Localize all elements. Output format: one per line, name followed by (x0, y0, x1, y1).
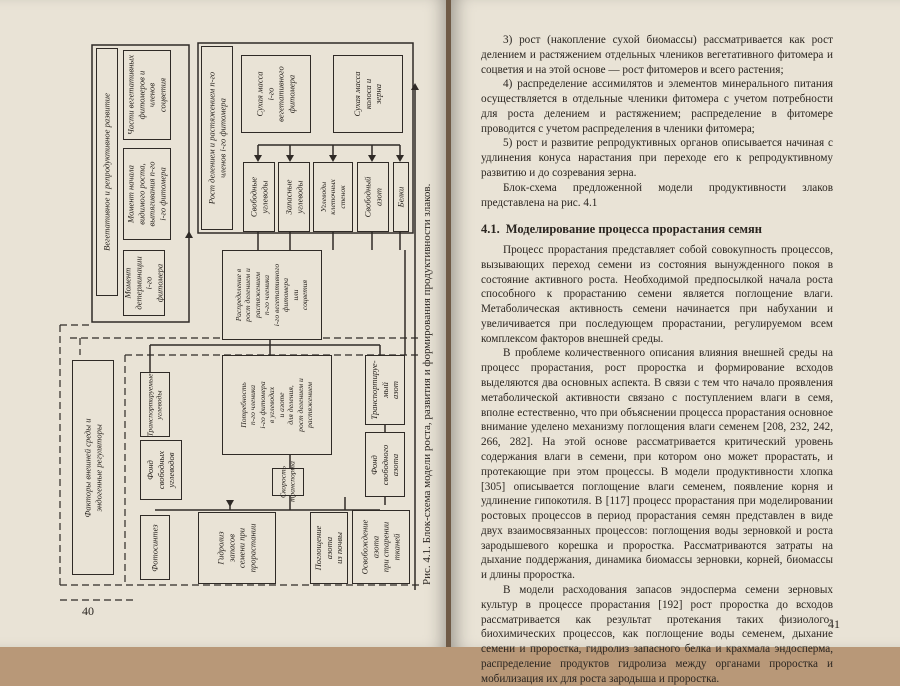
page-number-left: 40 (82, 604, 94, 618)
organ-parts-block (123, 50, 171, 140)
growth-division-label: Рост делением и растяжением n-го членов i-го фитомера (206, 71, 227, 205)
transport-rate-label: Скорость транспорта (278, 461, 297, 502)
photosynthesis-label: Фотосинтез (149, 523, 160, 572)
block-scheme-text: Блок-схема предложенной модели продуктивности злаков представлена на рис. 4.1 (481, 181, 833, 209)
figure-caption: Рис. 4.1. Блок-схема модели роста, развития и формирования продуктивности злаков. (421, 183, 433, 585)
transport-rate-block (272, 461, 304, 502)
list-item-4: 4) распределение ассимилятов и элементов минерального питания осуществляется в отдельные членики фитомера с учетом потребности для роста делением и растяжением; распределение в фитомере проводится с учетом распределения в членики фитомера; (481, 78, 833, 135)
distribution-block (222, 250, 322, 340)
free-carbs-fund-label: Фонд свободных углеводов (144, 450, 177, 490)
soil-nitrogen-label: Поглощение азота из почвы (312, 525, 345, 571)
start-growth-label: Момент начала видимого роста, вытягивания n-го i-го фитомера (125, 161, 168, 227)
determination-block (123, 250, 165, 316)
dry-mass-grain-label: Сухая масса колоса и зерна (351, 71, 384, 117)
transportable-carbs-label: Транспортируемые углеводы (145, 373, 164, 436)
left-page (0, 0, 448, 647)
list-item-5: 5) рост и развитие репродуктивных органов описывается начиная с удлинения конуса нарастания при переходе его к репродуктивному развитию и до созревания зерна. (481, 137, 833, 180)
section-body (481, 243, 833, 686)
respiration-block (352, 510, 410, 584)
page-number-right: 41 (828, 617, 840, 631)
paragraph-3: В модели расходования запасов эндосперма семени зерновых культур в процессе прорастания [192] рост проростка до всходов рассматривается как результат протекания таких физиолого-биохимических процессов, как поглощение воды семенем, дыхание семени и проростка, гидролиз запасного белка и крахмала эндосперма, распределение продуктов гидролиза между органами проростка и мобилизация их для роста зародыша и проростка. (481, 583, 833, 685)
transportable-carbs-block (140, 372, 170, 437)
growth-division-block (201, 46, 233, 230)
paragraph-2: В проблеме количественного описания влияния внешней среды на процесс прорастания, рост проростка и формирование всходов выделяются два основных аспекта. В связи с тем что начало проявления метаболической активности связано с поступлением влаги в семя, вполне естественно, что при объяснении процесса прорастания основное внимание уделено механизму поглощения влаги семенем [208, 232, 242, 266, 282]. На этой основе рассматривается критический уровень содержания влаги в семени, при котором оно может прорастать, и протекающие при этом процессы. В модели продуктивности хлопка [305] описывается поглощение влаги семенем, появление корня и удлинение гипокотиля. В [117] процесс прорастания при моделировании ростовых процессов в период прорастания семян представлен в виде двух взаимосвязанных процессов: поглощения воды зерновкой и роста зародышевого корешка и проростка. Рассматриваются затраты на дыхание поддержания, динамика биомассы зерновки, корней, биомассы и длины проростка. (481, 347, 833, 582)
start-growth-block (123, 148, 171, 240)
distribution-label: Распределение в рост делением и растяжением n-го членика i-го вегетативного фитомера или соцветия (234, 263, 310, 327)
section-number: 4.1. (481, 222, 500, 236)
free-nitrogen-label: Свободный азот (362, 176, 383, 218)
free-nitrogen-fund-label: Фонд свободного азота (368, 444, 401, 485)
section-heading (481, 222, 841, 237)
paragraph-1: Процесс прорастания представляет собой совокупность процессов, вызывающих переход семени из состояния вынужденного покоя в состояние активного роста. Необходимой предпосылкой начала роста способного к прорастанию семени является поглощение влаги. Метаболическая активность семени начинается при набухании и увеличивается при последующем прорастании, регулируемом всем комплексом факторов внешней среды. (481, 244, 833, 345)
soil-nitrogen-block (310, 512, 348, 584)
section-title: Моделирование процесса прорастания семян (505, 222, 762, 236)
hydrolysis-label: Гидролиз запасов семени при прорастании (215, 523, 258, 573)
transportable-nitrogen-label: Транспортируе- мый азот (368, 360, 401, 420)
free-carbs-label: Свободные углеводы (248, 176, 269, 218)
reserve-carbs-label: Запасные углеводы (283, 179, 304, 215)
hydrolysis-block (198, 512, 276, 584)
reserve-carbs-block (278, 162, 310, 232)
respiration-label: Освобождение азота при старении тканей (359, 519, 402, 575)
photosynthesis-block (140, 515, 170, 580)
cell-wall-carbs-label: Углеводы клеточных стенок (318, 179, 347, 215)
transportable-nitrogen-block (365, 355, 405, 425)
env-factors-block (72, 360, 114, 575)
intro-list (481, 33, 833, 210)
free-carbs-fund-block (140, 440, 182, 500)
list-item-3: 3) рост (накопление сухой биомассы) рассматривается как рост делением и растяжением отдельных члеников вегетативного фитомера и соцветия и на этой основе — рост фитомеров и всего растения; (481, 34, 833, 76)
block-diagram (0, 0, 448, 647)
free-nitrogen-fund-block (365, 432, 405, 497)
free-carbs-block (243, 162, 275, 232)
env-factors-label: Факторы внешней среды и эндогенные регуляторы (82, 417, 103, 518)
cell-wall-carbs-block (313, 162, 353, 232)
proteins-block (393, 162, 409, 232)
proteins-label: Белки (395, 186, 406, 208)
organ-parts-label: Части вегетативных фитомеров и членов соцветия (125, 54, 168, 136)
requirement-block (222, 355, 332, 455)
development-title-block (96, 48, 118, 296)
determination-label: Момент детерминации i-го фитомера (122, 256, 165, 310)
development-title: Вегетативное и репродуктивное развитие (101, 93, 112, 251)
dry-mass-veg-block (241, 55, 311, 133)
free-nitrogen-block (357, 162, 389, 232)
dry-mass-grain-block (333, 55, 403, 133)
requirement-label: Потребность n-го членика i-го фитомера в углеводах и азоте для деления, рост делением и растяжением (239, 378, 315, 432)
dry-mass-veg-label: Сухая масса i-го вегетативного фитомера (254, 66, 297, 122)
